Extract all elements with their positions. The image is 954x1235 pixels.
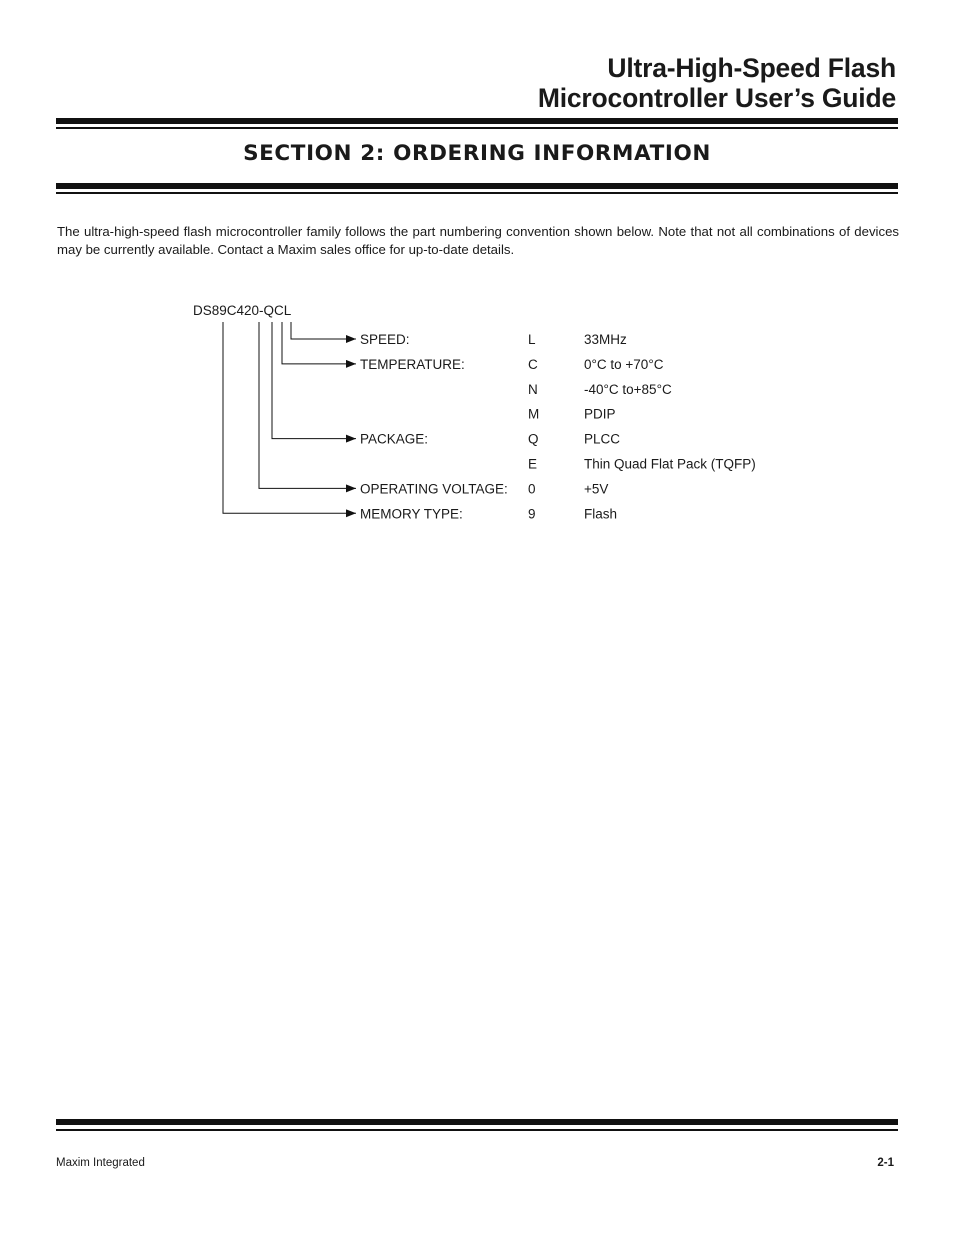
leader-arrow [282, 322, 356, 364]
option-description: PLCC [584, 431, 621, 447]
option-code: C [528, 356, 538, 372]
option-description: -40°C to+85°C [584, 381, 672, 397]
option-code: 0 [528, 481, 536, 497]
header-rule-thick [56, 118, 898, 124]
footer-rule-thin [56, 1129, 898, 1131]
section-rule-thin [56, 192, 898, 194]
option-code: N [528, 381, 538, 397]
option-code: Q [528, 431, 539, 447]
leader-lines [223, 322, 356, 513]
option-label: TEMPERATURE: [360, 356, 465, 372]
option-code: 9 [528, 506, 536, 522]
option-label: SPEED: [360, 332, 410, 347]
intro-paragraph: The ultra-high-speed flash microcontroller family follows the part numbering convention shown below. Note that not all combinations of devices may be currently available. Contact a Maxim sales office for up-to-date details. [57, 224, 899, 257]
ordering-row [360, 432, 620, 447]
ordering-row [528, 382, 672, 397]
ordering-rows [360, 332, 756, 521]
leader-arrow [272, 322, 356, 439]
header-rule-thin [56, 127, 898, 129]
option-description: PDIP [584, 406, 616, 422]
option-code: L [528, 332, 536, 347]
section-rule-thick [56, 183, 898, 189]
option-description: Flash [584, 506, 618, 522]
part-number: DS89C420-QCL [193, 303, 292, 318]
option-code: E [528, 456, 538, 472]
option-label: MEMORY TYPE: [360, 506, 463, 522]
footer-rule-thick [56, 1119, 898, 1125]
leader-arrow [291, 322, 356, 339]
ordering-row [528, 457, 756, 472]
ordering-row [360, 332, 627, 347]
option-description: Thin Quad Flat Pack (TQFP) [584, 456, 756, 472]
leader-arrow [259, 322, 356, 488]
footer-company: Maxim Integrated [56, 1157, 145, 1169]
option-code: M [528, 406, 540, 422]
document-title-line1: Ultra-High-Speed Flash [607, 53, 896, 83]
ordering-row [360, 481, 608, 496]
leader-arrow [223, 322, 356, 513]
document-title [538, 53, 896, 113]
option-label: OPERATING VOLTAGE: [360, 481, 508, 497]
option-description: 33MHz [584, 332, 627, 347]
ordering-row [360, 357, 664, 372]
page-number: 2-1 [877, 1157, 894, 1169]
option-description: +5V [584, 481, 609, 497]
ordering-row [528, 407, 616, 422]
option-description: 0°C to +70°C [584, 356, 664, 372]
document-title-line2: Microcontroller User’s Guide [537, 83, 896, 113]
section-title: SECTION 2: ORDERING INFORMATION [243, 141, 711, 166]
option-label: PACKAGE: [360, 431, 429, 447]
ordering-row [360, 506, 617, 521]
